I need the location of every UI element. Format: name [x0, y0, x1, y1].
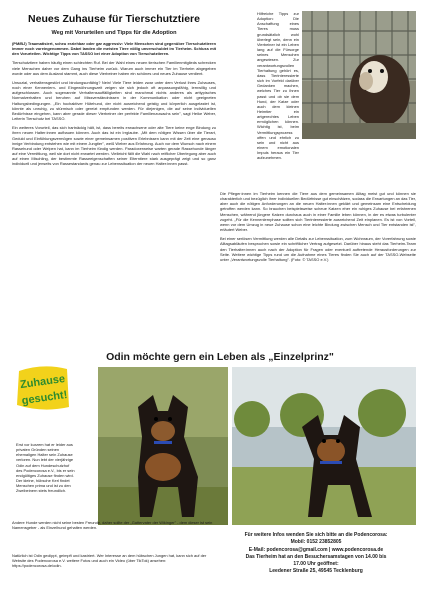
contact-email[interactable]: E-Mail: podencorosa@gmail.com | www.podencorosa.de — [248, 546, 384, 553]
dog-photo — [302, 11, 416, 139]
paragraph: Die Pfleger:innen im Tierheim kennen die Tiere aus dem gemeinsamen Alltag meist gut und können sie charakterlich und bezüglich ihrer individuellen Bedürfnisse gut einschätzen, sodass die Erwartungen an das Tier, aber auch die nötigen Anforderungen an die neuen Halter:innen geklärt und gemeinsam eine Entscheidung getroffen werden kann. So brauchen beispielsweise scheue Katzen eher ein ruhiges Zuhause bei erfahrenen Menschen, während jüngere Katzen durchaus auch in einer Familie leben können, in der es etwas turbulenter zugeht. „Für die Kennenlernphase sollten sich Tierinteressierte ausreichend Zeit einplanen. Es ist von Vorteil, wenn vor dem Umzug in neue Zuhause schon eine leichte Bindung zwischen Mensch und Tier entstanden ist", erläutert Weber. — [220, 191, 416, 233]
contact-hours-2: 17.00 Uhr geöffnet: — [293, 561, 339, 568]
contact-address: Leedener Straße 25, 49545 Tecklenburg — [269, 568, 363, 575]
odin-narrow-text: Erst vor kurzem hat er leider aus privaten Gründen seinen ehemaligen Halter sein Zuhause verloren. Nun lebt der vierjährige Odin auf dem Hundeschutzhof des Podencorosa e.V., bis er sein endgültiges Zuhause finden wird. Der kleine, hübsche Kerl findet Menschen prima und ist zu den Zweibeinern stets freundlich. — [16, 442, 75, 494]
paragraph: Tierschutztiere haben häufig einen schlechten Ruf. Bei der Wahl eines neuen tierischen Familienmitglieds schrecken viele Menschen daher vor dem Gang ins Tierheim zurück. Warum auch immer ein Tier im Tierheim abgegeben wurde oder aus dem Ausland stammt, auch diese Vierbeiner haben ein schönes und neues Zuhause verdient. — [12, 60, 216, 76]
sticker-text-1: Zuhause — [19, 372, 66, 392]
article-col2 — [220, 191, 416, 266]
paragraph: Unsozial, verhaltensgestört und bindungsunfähig? Nein! Viele Tiere leiden zwar unter dem Verlust ihres Zuhauses, noch einer Kennenlern- und Eingewöhnungszeit zeigen sie sich jedoch oft anpassungsfähig, lernwillig und aufgeschlossen. Auch sogenannte Verhaltensauffälligkeiten sind manchmal nichts anderes als arttypisches Normalverhalten und beruhen auf Missverständnissen in der Kommunikation oder nicht geeigneten Haltungsbedingungen. „Ein hochaktiver Hütehund, der nicht ausreichend geistig und körperlich ausgelastet ist, könnte als unruhig, zu stürmisch oder gereizt empfunden werden. Für diejenigen, die auf seine individuellen Bedürfnisse eingehen, kann aber gerade dieser Vierbeiner der perfekte Familienzuwachs sein", sagt Heike Weber, Leiterin Tierschutz bei TASSO. — [12, 79, 216, 122]
contact-info — [217, 532, 415, 576]
odin-photo-1 — [98, 367, 228, 525]
contact-hours: Das Tierheim hat an den Besuchersamstagen von 14.00 bis — [245, 553, 387, 560]
odin-photo-2 — [232, 367, 416, 525]
paragraph: Bei einer seriösen Vermittlung werden alle Details zur Lebenssituation, zum Wohnraum, der Vorerfahrung sowie Alltagsabläufen besprochen sowie ein schriftlicher Vertrag aufgesetzt. Darüber hinaus steht das Tierheim-Team den Tierhalter:innen auch nach der Adoption für Fragen oder eventuell auftretende Herausforderungen zur Seite. Weitere wichtige Tipps rund um die Aufnahme eines Tieres finden Sie auch auf der TASSO-Webseite unter „Verantwortungsvolle Tierhaltung". (Foto: © TASSO e.V.) — [220, 236, 416, 262]
contact-line: Für weitere Infos wenden Sie sich bitte an die Podencorosa: — [244, 532, 388, 538]
article-subtitle: Weg mit Vorurteilen und Tipps für die Adoption — [51, 30, 177, 36]
article-col2-top: Hilfreiche Tipps zur Adoption: Die Anschaffung eines Tieres muss grundsätzlich wohl überlegt sein, denn ein Vierbeiner ist ein Leben lang auf die Fürsorge seines Menschen angewiesen. Zur verantwortungsvollen Tierhaltung gehört es, dass Tierinteressierte sich im Vorfeld darüber Gedanken machen, welches Tier zu ihnen passt und ob sie dem Hund, der Katze oder auch dem kleinen Heimtier ein artgerechtes Leben ermöglichen können. Wichtig ist, beim Vermittlungsprozess offen und ehrlich zu sein und nicht aus einem emotionalen Impuls heraus ein Tier aufzunehmen. — [257, 11, 299, 161]
paragraph-intro: (PM/BJ) Traumatisiert, scheu erziehbar oder gar aggressiv: Viele Menschen sind gegenüber Tierschutztieren immer noch voreingenommen. Dabei landen die meisten Tiere völlig unverschuldet im Tierheim. Schluss mit den Vorurteilen. Wichtige Tipps von TASSO bei einer Adoption von Tierschutztieren. — [12, 41, 216, 57]
article-col1 — [12, 41, 216, 170]
odin-paragraph-2: Andere Hunde werden nicht seine besten Freunde, daher sollte der „Gattervater der Wikinger" - dem dieser ist sein Namensgeber - als Einzelhund gehalten werden. — [12, 520, 213, 531]
odin-paragraph-3: Natürlich ist Odin geclippt, geimpft und kastriert. Wer Interesse an dem hübschen Jungen hat, kann sich auf der Website des Podencorosa e.V. weitere Fotos und auch ein Video (über TikTok) ansehen: https://podencorosa.de/odin. — [12, 553, 207, 569]
zuhause-gesucht-sticker — [13, 363, 73, 413]
odin-title: Odin möchte gern ein Leben als „Einzelprinz" — [106, 351, 334, 363]
paragraph: Ein weiteres Vorurteil, das sich hartnäckig hält, ist, dass bereits erwachsene oder alte Tiere keine enge Bindung zu ihren neuen Halter:innen aufbauen können. Auch das ist ein Irrglaube. „Mit dem nötigen Wissen über die Tierart, Geduld und Einfühlungsvermögen sowie einer gemeinsamen positiven Erlebnissen kann mit der Zeit eine genauso innige Verbindung entstehen wie mit einem Jungtier", weiß Weber aus Erfahrung. Auch vor dem Wunsch nach einem Rassehund oder Welpen hat, kann im Tierheim fündig werden. Paradoxerweise warten gerade Rassehunde länger auf eine Vermittlung, weil sie dort nicht erwartet werden. Vielleicht fällt die Wahl nach reiflicher Überlegung aber auch auf einen Mischling, der bestimmte Rasseeigenschaften seiner Elterntiere stark ausgeprägt zeigt und so ganz individuell und jenseits von Rassestandards genau zur Lebenssituation der neuen Halter:innen passt. — [12, 125, 216, 167]
contact-phone: Mobil: 0152 23852805 — [290, 539, 342, 546]
sticker-text-2: gesucht! — [21, 388, 69, 408]
article-title: Neues Zuhause für Tierschutztiere — [28, 13, 200, 25]
